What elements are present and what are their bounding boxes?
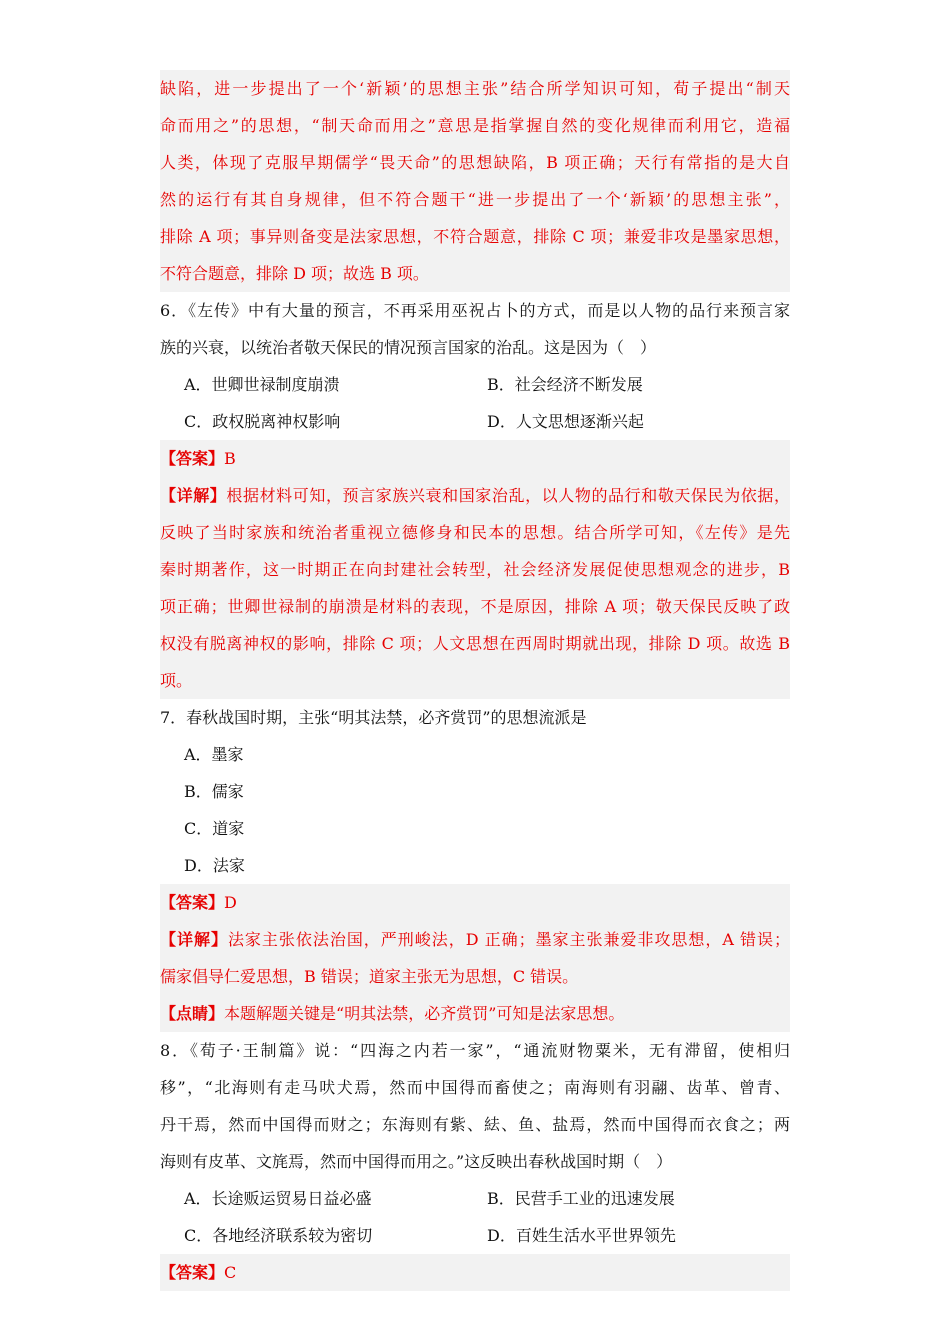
q7-option-a: A．墨家 — [184, 745, 244, 764]
exam-page — [160, 70, 790, 1291]
q7-option-b: B．儒家 — [184, 782, 244, 801]
q5-explain-line: 然的运行有其自身规律，但不符合题干“进一步提出了一个‘新颖’的思想主张”， — [160, 190, 790, 209]
q7-detail-line: 儒家倡导仁爱思想，B 错误；道家主张无为思想，C 错误。 — [160, 967, 579, 986]
q7-option-d: D．法家 — [184, 856, 245, 875]
detail-text: 法家主张依法治国，严刑峻法，D 正确；墨家主张兼爱非攻思想，A 错误； — [227, 930, 790, 949]
q7-detail-line — [160, 921, 790, 958]
q6-option-b: B．社会经济不断发展 — [487, 375, 643, 394]
q5-explain-line: 命而用之”的思想，“制天命而用之”意思是指掌握自然的变化规律而利用它，造福 — [160, 116, 790, 135]
q6-options-row — [160, 403, 790, 440]
q6-detail-line — [160, 477, 790, 514]
q8-option-d: D．百姓生活水平世界领先 — [487, 1226, 676, 1245]
answer-label: 【答案】 — [160, 449, 225, 468]
q8-options-row — [160, 1180, 790, 1217]
q5-explain-line: 排除 A 项；事异则备变是法家思想，不符合题意，排除 C 项；兼爱非攻是墨家思想， — [160, 227, 790, 246]
answer-value: C — [224, 1263, 237, 1282]
q7-answer-block — [160, 884, 790, 1032]
detail-label: 【详解】 — [160, 930, 228, 949]
q6-options-row — [160, 366, 790, 403]
detail-text: 根据材料可知，预言家族兴衰和国家治乱，以人物的品行和敬天保民为依据， — [226, 486, 790, 505]
detail-label: 【详解】 — [160, 486, 227, 505]
q7-answer-line — [160, 884, 790, 921]
q6-detail-line: 秦时期著作，这一时期正在向封建社会转型，社会经济发展促使思想观念的进步，B — [160, 560, 790, 579]
q8-option-c: C．各地经济联系较为密切 — [184, 1226, 373, 1245]
q6-option-a: A．世卿世禄制度崩溃 — [184, 375, 340, 394]
note-label: 【点睛】 — [160, 1004, 225, 1023]
note-text: 本题解题关键是“明其法禁，必齐赏罚”可知是法家思想。 — [224, 1004, 625, 1023]
q7-option-c: C．道家 — [184, 819, 245, 838]
q6-detail-line: 项正确；世卿世禄制的崩溃是材料的表现，不是原因，排除 A 项；敬天保民反映了政 — [160, 597, 790, 616]
q8-question — [160, 1032, 790, 1254]
q8-stem-line: 海则有皮革、文旄焉，然而中国得而用之。”这反映出春秋战国时期（ ） — [160, 1152, 673, 1171]
q6-question — [160, 292, 790, 440]
q5-explanation-block — [160, 70, 790, 292]
answer-value: B — [224, 449, 236, 468]
q6-answer-line — [160, 440, 790, 477]
q8-stem-line: 移”，“北海则有走马吠犬焉，然而中国得而畜使之；南海则有羽翮、齿革、曾青、 — [160, 1078, 790, 1097]
q5-explain-line: 缺陷，进一步提出了一个‘新颖’的思想主张”结合所学知识可知，荀子提出“制天 — [160, 79, 790, 98]
q8-option-b: B．民营手工业的迅速发展 — [487, 1189, 675, 1208]
q6-option-d: D．人文思想逐渐兴起 — [487, 412, 644, 431]
answer-value: D — [224, 893, 237, 912]
q8-answer-line — [160, 1254, 790, 1291]
q7-stem: 7．春秋战国时期，主张“明其法禁，必齐赏罚”的思想流派是 — [160, 708, 587, 727]
q6-option-c: C．政权脱离神权影响 — [184, 412, 341, 431]
q8-stem-line: 丹干焉，然而中国得而财之；东海则有紫、紶、鱼、盐焉，然而中国得而衣食之；两 — [160, 1115, 790, 1134]
q6-stem-line: 族的兴衰，以统治者敬天保民的情况预言国家的治乱。这是因为（ ） — [160, 338, 657, 357]
q6-detail-line: 反映了当时家族和统治者重视立德修身和民本的思想。结合所学可知，《左传》是先 — [160, 523, 790, 542]
q6-detail-line: 项。 — [160, 671, 193, 690]
q7-question — [160, 699, 790, 884]
answer-label: 【答案】 — [160, 1263, 225, 1282]
q8-options-row — [160, 1217, 790, 1254]
q5-explain-line: 人类，体现了克服早期儒学“畏天命”的思想缺陷，B 项正确；天行有常指的是大自 — [160, 153, 790, 172]
q6-stem-line: 6．《左传》中有大量的预言，不再采用巫祝占卜的方式，而是以人物的品行来预言家 — [160, 301, 790, 320]
q6-detail-line: 权没有脱离神权的影响，排除 C 项；人文思想在西周时期就出现，排除 D 项。故选 B — [160, 634, 790, 653]
q6-answer-block — [160, 440, 790, 699]
q5-explain-line: 不符合题意，排除 D 项；故选 B 项。 — [160, 264, 429, 283]
q7-note-line — [160, 995, 790, 1032]
answer-label: 【答案】 — [160, 893, 225, 912]
q8-stem-line: 8．《荀子·王制篇》说：“四海之内若一家”，“通流财物粟米，无有滞留，使相归 — [160, 1041, 790, 1060]
q8-option-a: A．长途贩运贸易日益必盛 — [184, 1189, 372, 1208]
q8-answer-block — [160, 1254, 790, 1291]
